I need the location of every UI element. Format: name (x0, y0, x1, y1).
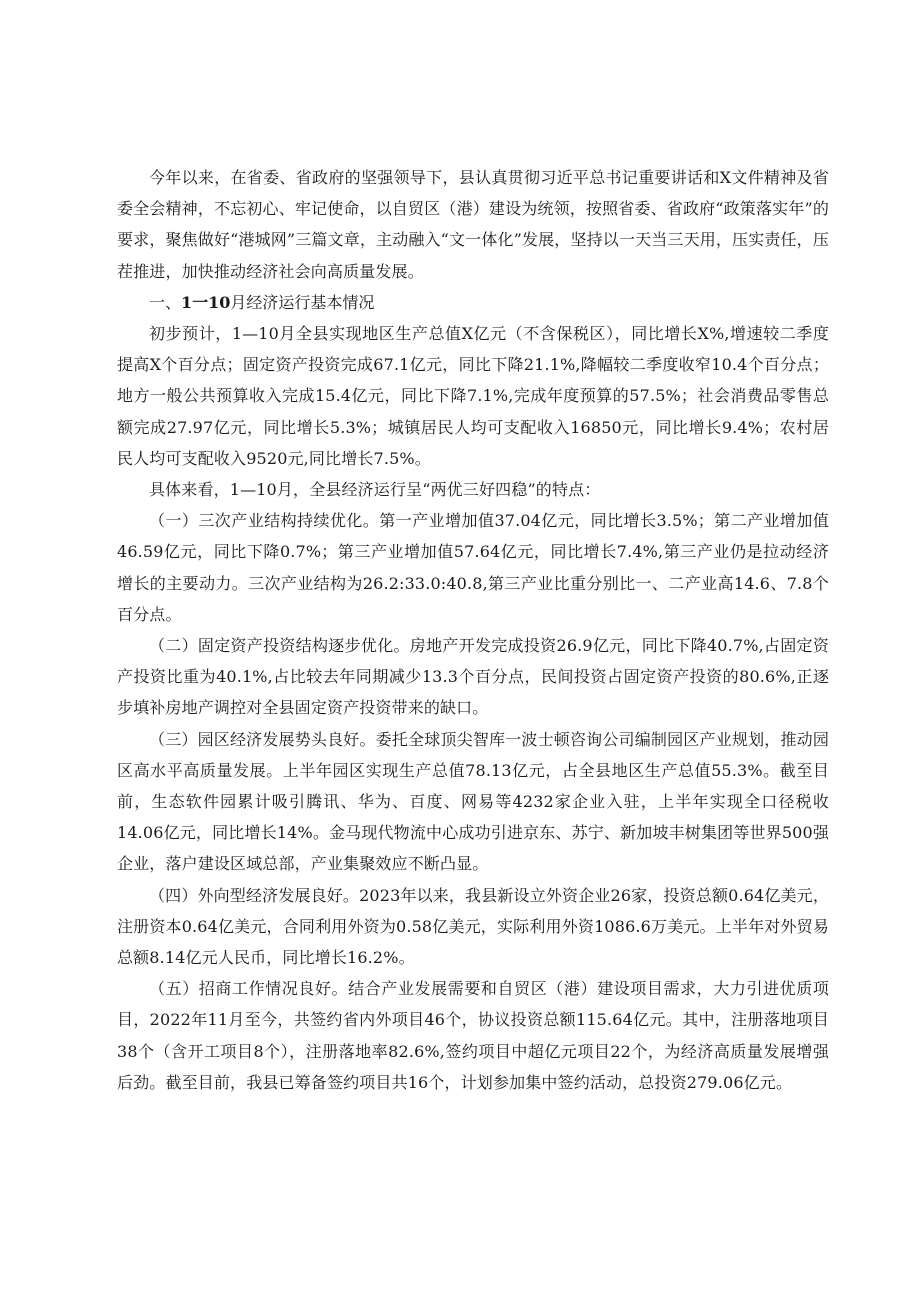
section-title: 月经济运行基本情况 (230, 292, 375, 312)
document-body (117, 162, 829, 1098)
summary-paragraph: 初步预计，1—10月全县实现地区生产总值X亿元（不含保税区），同比增长X%,增速较二季度提高X个百分点；固定资产投资完成67.1亿元，同比下降21.1%,降幅较二季度收窄10.4个百分点；地方一般公共预算收入完成15.4亿元，同比下降7.1%,完成年度预算的57.5%；社会消费品零售总额完成27.97亿元，同比增长5.3%；城镇居民人均可支配收入16850元，同比增长9.4%；农村居民人均可支配收入9520元,同比增长7.5%。 (117, 324, 829, 468)
point-3-paragraph: （三）园区经济发展势头良好。委托全球顶尖智库一波士顿咨询公司编制园区产业规划，推动园区高水平高质量发展。上半年园区实现生产总值78.13亿元，占全县地区生产总值55.3%。截至目前，生态软件园累计吸引腾讯、华为、百度、网易等4232家企业入驻，上半年实现全口径税收14.06亿元，同比增长14%。金马现代物流中心成功引进京东、苏宁、新加坡丰树集团等世界500强企业，落户建设区域总部，产业集聚效应不断凸显。 (117, 729, 829, 874)
section-number: 1一10 (181, 292, 231, 312)
section-heading (117, 287, 829, 318)
features-paragraph: 具体来看，1—10月，全县经济运行呈“两优三好四稳”的特点： (149, 480, 601, 500)
point-1-paragraph: （一）三次产业结构持续优化。第一产业增加值37.04亿元，同比增长3.5%；第二产业增加值46.59亿元，同比下降0.7%；第三产业增加值57.64亿元，同比增长7.4%,第三产业仍是拉动经济增长的主要动力。三次产业结构为26.2:33.0:40.8,第三产业比重分别比一、二产业高14.6、7.8个百分点。 (117, 511, 829, 624)
point-4-paragraph: （四）外向型经济发展良好。2023年以来，我县新设立外资企业26家，投资总额0.64亿美元，注册资本0.64亿美元，合同利用外资为0.58亿美元，实际利用外资1086.6万美元。上半年对外贸易总额8.14亿元人民币，同比增长16.2%。 (117, 885, 829, 968)
intro-paragraph: 今年以来，在省委、省政府的坚强领导下，县认真贯彻习近平总书记重要讲话和X文件精神及省委全会精神，不忘初心、牢记使命，以自贸区（港）建设为统领，按照省委、省政府“政策落实年”的要求，聚焦做好“港城网”三篇文章，主动融入“文一体化”发展，坚持以一天当三天用，压实责任，压茬推进，加快推动经济社会向高质量发展。 (117, 168, 829, 281)
point-5-paragraph: （五）招商工作情况良好。结合产业发展需要和自贸区（港）建设项目需求，大力引进优质项目，2022年11月至今，共签约省内外项目46个，协议投资总额115.64亿元。其中，注册落地项目38个（含开工项目8个），注册落地率82.6%,签约项目中超亿元项目22个，为经济高质量发展增强后劲。截至目前，我县已筹备签约项目共16个，计划参加集中签约活动，总投资279.06亿元。 (117, 979, 829, 1092)
section-prefix: 一、 (149, 292, 182, 312)
point-2-paragraph: （二）固定资产投资结构逐步优化。房地产开发完成投资26.9亿元，同比下降40.7%,占固定资产投资比重为40.1%,占比较去年同期减少13.3个百分点，民间投资占固定资产投资的80.6%,正逐步填补房地产调控对全县固定资产投资带来的缺口。 (117, 636, 829, 718)
